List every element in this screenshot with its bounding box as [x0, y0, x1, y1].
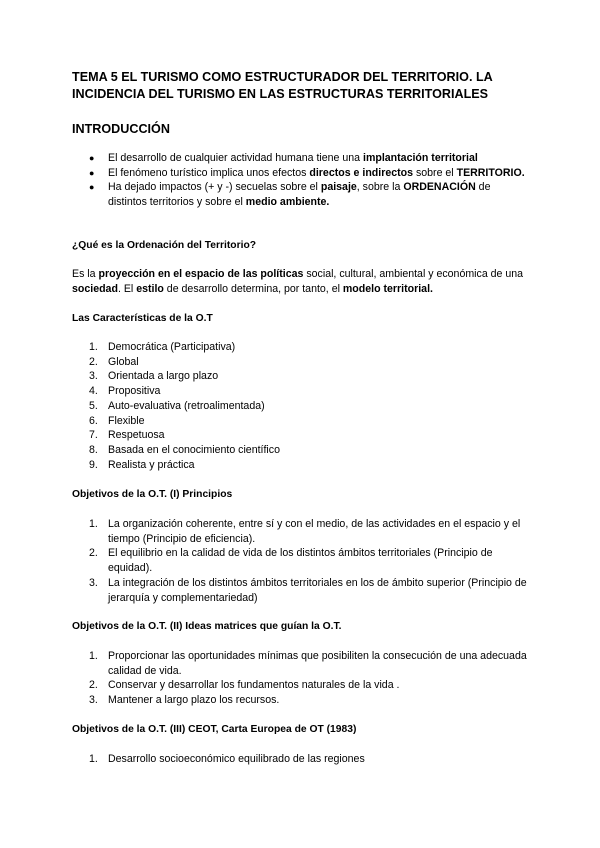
bullet-text: sobre el — [413, 166, 457, 179]
document-title — [72, 69, 532, 103]
intro-bullet-list — [72, 151, 532, 210]
list-item — [72, 369, 532, 384]
bullet-icon: ● — [89, 182, 95, 193]
list-text: La integración de los distintos ámbitos territoriales en los de ámbito superior (Principio de jerarquía y complementariedad) — [108, 576, 527, 604]
list-text: Mantener a largo plazo los recursos. — [108, 694, 280, 707]
list-text: Global — [108, 355, 139, 368]
bold-text: medio ambiente. — [245, 196, 330, 209]
list-number: 2. — [89, 679, 98, 692]
bold-text: sociedad — [72, 283, 118, 295]
list-number: 8. — [89, 443, 98, 456]
list-item — [72, 546, 532, 575]
list-text: Orientada a largo plazo — [108, 370, 219, 383]
list-item — [72, 414, 532, 429]
list-item — [72, 693, 532, 708]
list-item — [72, 678, 532, 693]
list-item — [72, 517, 532, 546]
section-heading-que-es: ¿Qué es la Ordenación del Territorio? — [72, 240, 257, 251]
definition-paragraph — [72, 267, 532, 297]
bold-text: proyección en el espacio de las políticas — [98, 268, 304, 280]
list-item — [72, 355, 532, 370]
bullet-item — [72, 180, 532, 209]
list-item — [72, 384, 532, 399]
bold-text: ORDENACIÓN — [403, 181, 476, 194]
list-text: El equilibrio en la calidad de vida de los distintos ámbitos territoriales (Principio de equidad). — [108, 547, 493, 575]
list-number: 6. — [89, 414, 98, 427]
list-text: Proporcionar las oportunidades mínimas que posibiliten la consecución de una adecuada calidad de vida. — [108, 650, 527, 677]
list-number: 4. — [89, 385, 98, 398]
section-heading-objetivos-1: Objetivos de la O.T. (I) Principios — [72, 489, 233, 500]
list-number: 3. — [89, 694, 98, 707]
section-heading-objetivos-2: Objetivos de la O.T. (II) Ideas matrices que guían la O.T. — [72, 621, 342, 632]
list-text: Propositiva — [108, 385, 161, 398]
bullet-text: El fenómeno turístico implica unos efectos — [108, 166, 310, 179]
list-number: 9. — [89, 458, 98, 471]
list-number: 5. — [89, 399, 98, 412]
para-text: Es la — [72, 268, 99, 280]
list-text: Desarrollo socioeconómico equilibrado de las regiones — [108, 753, 365, 765]
list-number: 1. — [89, 753, 98, 765]
list-number: 2. — [89, 355, 98, 368]
list-item — [72, 576, 532, 605]
list-text: Realista y práctica — [108, 458, 195, 471]
list-text: Auto-evaluativa (retroalimentada) — [108, 399, 265, 412]
list-item — [72, 340, 532, 355]
list-item — [72, 443, 532, 458]
intro-heading: INTRODUCCIÓN — [72, 122, 170, 136]
bullet-text: Ha dejado impactos (+ y -) secuelas sobre el — [108, 181, 321, 194]
bold-text: modelo territorial. — [342, 283, 433, 295]
bullet-item — [72, 166, 532, 181]
list-number: 3. — [89, 576, 98, 589]
list-number: 1. — [89, 341, 98, 353]
list-item — [72, 428, 532, 443]
section-heading-caracteristicas: Las Características de la O.T — [72, 313, 213, 324]
title-line-2: INCIDENCIA DEL TURISMO EN LAS ESTRUCTURAS TERRITORIALES — [72, 87, 489, 101]
list-number: 3. — [89, 370, 98, 383]
objetivos-2-list — [72, 649, 532, 708]
list-text: Flexible — [108, 414, 145, 427]
list-number: 1. — [89, 518, 98, 530]
bullet-icon: ● — [89, 167, 95, 178]
title-line-1: TEMA 5 EL TURISMO COMO ESTRUCTURADOR DEL TERRITORIO. LA — [72, 70, 493, 84]
bold-text: implantación territorial — [363, 152, 478, 164]
bullet-icon: ● — [89, 153, 95, 163]
bullet-text: El desarrollo de cualquier actividad humana tiene una — [108, 152, 364, 164]
para-text: social, cultural, ambiental y económica de una — [303, 268, 524, 280]
list-text: Conservar y desarrollar los fundamentos naturales de la vida . — [108, 679, 400, 692]
caracteristicas-list — [72, 340, 532, 472]
list-number: 7. — [89, 429, 98, 442]
bullet-text: de distintos territorios y sobre el — [108, 181, 491, 209]
list-number: 2. — [89, 547, 98, 560]
para-text: . El — [117, 283, 137, 295]
list-number: 1. — [89, 650, 98, 662]
bullet-item — [72, 151, 532, 166]
list-text: La organización coherente, entre sí y con el medio, de las actividades en el espacio y el tiempo (Principio de eficiencia). — [108, 518, 521, 545]
bold-text: paisaje — [320, 181, 357, 194]
bold-text: TERRITORIO. — [456, 166, 525, 179]
list-text: Basada en el conocimiento científico — [108, 443, 280, 456]
list-text: Respetuosa — [108, 429, 165, 442]
list-item — [72, 649, 532, 678]
list-item — [72, 752, 532, 767]
bold-text: estilo — [136, 283, 164, 295]
section-heading-objetivos-3: Objetivos de la O.T. (III) CEOT, Carta Europea de OT (1983) — [72, 724, 357, 735]
list-item — [72, 399, 532, 414]
para-text: de desarrollo determina, por tanto, el — [163, 283, 343, 295]
objetivos-1-list — [72, 517, 532, 605]
bullet-text: , sobre la — [356, 181, 404, 194]
bold-text: directos e indirectos — [309, 166, 414, 179]
list-item — [72, 458, 532, 473]
objetivos-3-list — [72, 752, 532, 767]
list-text: Democrática (Participativa) — [108, 341, 236, 353]
